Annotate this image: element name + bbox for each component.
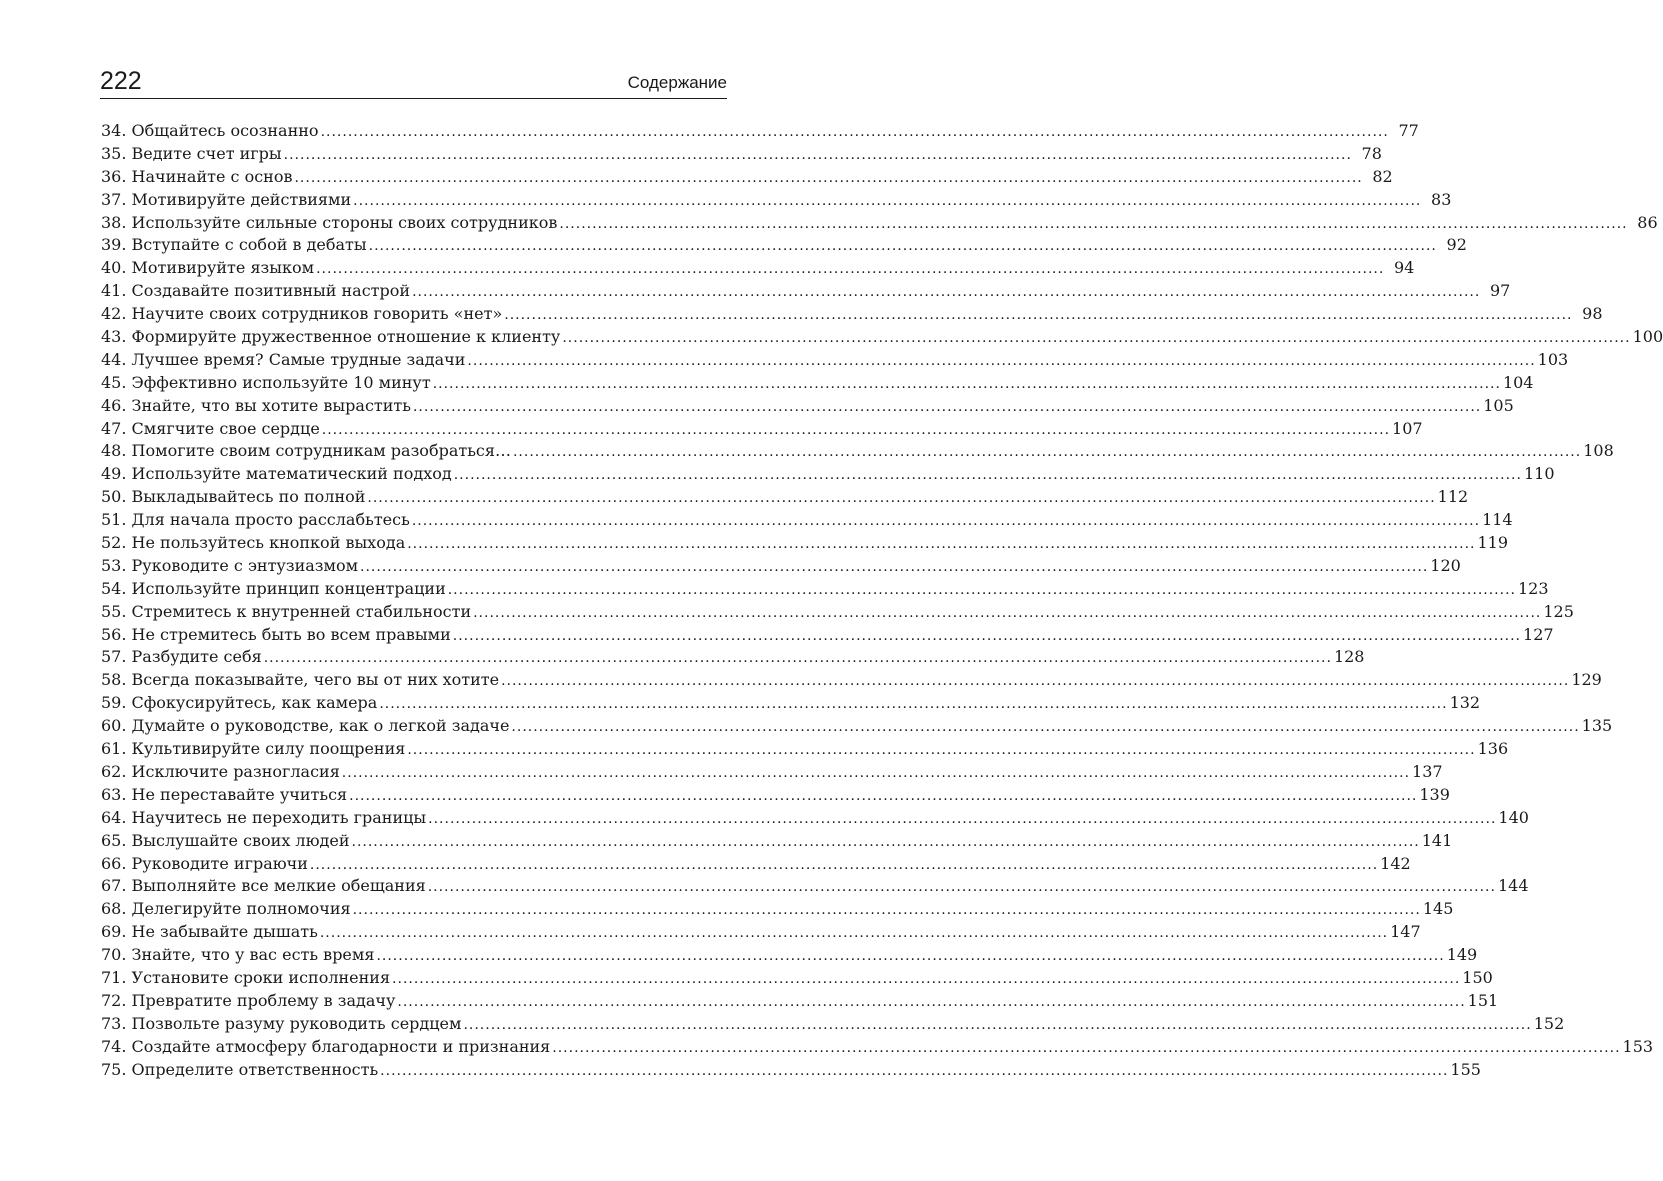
toc-entry-title: 55. Стремитесь к внутренней стабильности [101, 601, 472, 621]
toc-entry-page: 97 [1489, 281, 1511, 301]
toc-entry-page: 152 [1533, 1013, 1565, 1033]
toc-entry-title: 58. Всегда показывайте, чего вы от них хотите [101, 670, 500, 690]
toc-entry-title: 61. Культивируйте силу поощрения [101, 739, 406, 759]
toc-entry [101, 715, 1613, 738]
toc-entry [101, 326, 1663, 349]
toc-entry-title: 37. Мотивируйте действиями [101, 189, 352, 209]
dot-leader [392, 967, 1460, 991]
toc-entry-title: 43. Формируйте дружественное отношение к клиенту [101, 327, 561, 347]
dot-leader [453, 624, 1521, 648]
toc-entry [101, 601, 1574, 624]
toc-entry-title: 67. Выполняйте все мелкие обещания [101, 876, 426, 896]
toc-entry-title: 49. Используйте математический подход [101, 464, 452, 484]
toc-entry [101, 898, 1454, 921]
toc-entry-title: 66. Руководите играючи [101, 853, 308, 873]
header-divider [100, 98, 727, 99]
toc-entry-title: 68. Делегируйте полномочия [101, 899, 351, 919]
toc-entry-title: 60. Думайте о руководстве, как о легкой задаче [101, 716, 510, 736]
toc-entry [101, 280, 1511, 303]
dot-leader [454, 463, 1522, 487]
toc-entry-title: 65. Выслушайте своих людей [101, 830, 350, 850]
section-title: Содержание [627, 73, 727, 92]
toc-entry-page: 112 [1437, 487, 1469, 507]
dot-leader [552, 1036, 1620, 1060]
toc-entry [101, 578, 1549, 601]
dot-leader [264, 646, 1332, 670]
toc-entry-page: 135 [1581, 716, 1613, 736]
toc-entry [101, 418, 1423, 441]
toc-entry-page: 127 [1523, 624, 1554, 644]
table-of-contents [101, 120, 1663, 1081]
toc-entry-page: 144 [1497, 876, 1529, 896]
toc-entry [101, 166, 1393, 189]
dot-leader [342, 761, 1410, 785]
dot-leader [360, 555, 1428, 579]
toc-entry-page: 140 [1498, 807, 1529, 827]
dot-leader [559, 212, 1627, 236]
toc-entry [101, 143, 1382, 166]
toc-entry-page: 141 [1421, 830, 1453, 850]
toc-entry-page: 94 [1393, 258, 1415, 278]
dot-leader [501, 669, 1569, 693]
toc-entry [101, 738, 1509, 761]
toc-entry-title: 46. Знайте, что вы хотите вырастить [101, 395, 411, 415]
dot-leader [353, 189, 1421, 213]
toc-entry-page: 149 [1446, 945, 1478, 965]
dot-leader [413, 395, 1481, 419]
toc-entry-page: 137 [1412, 761, 1443, 781]
toc-entry-page: 110 [1523, 464, 1555, 484]
toc-entry-title: 40. Мотивируйте языком [101, 258, 315, 278]
toc-entry [101, 990, 1499, 1013]
dot-leader [412, 509, 1480, 533]
toc-entry [101, 189, 1452, 212]
dot-leader [352, 830, 1420, 854]
toc-entry-title: 36. Начинайте с основ [101, 166, 293, 186]
dot-leader [379, 692, 1447, 716]
toc-entry [101, 555, 1461, 578]
toc-entry-page: 100 [1632, 327, 1663, 347]
toc-entry [101, 349, 1569, 372]
dot-leader [321, 120, 1389, 144]
toc-entry [101, 486, 1469, 509]
toc-entry [101, 120, 1419, 143]
toc-entry-page: 150 [1462, 967, 1493, 987]
toc-entry [101, 395, 1514, 418]
dot-leader [316, 257, 1384, 281]
toc-entry [101, 646, 1365, 669]
toc-entry [101, 257, 1415, 280]
dot-leader [562, 326, 1630, 350]
toc-entry [101, 372, 1534, 395]
toc-entry-page: 107 [1392, 418, 1423, 438]
toc-entry-page: 78 [1361, 143, 1382, 163]
toc-entry-title: 52. Не пользуйтесь кнопкой выхода [101, 533, 406, 553]
toc-entry-page: 119 [1477, 533, 1509, 553]
toc-entry-title: 57. Разбудите себя [101, 647, 262, 667]
toc-entry-title: 74. Создайте атмосферу благодарности и признания [101, 1036, 551, 1056]
toc-entry-page: 120 [1430, 555, 1461, 575]
dot-leader [376, 944, 1444, 968]
toc-entry-page: 153 [1622, 1036, 1654, 1056]
toc-entry-page: 103 [1537, 349, 1569, 369]
toc-entry [101, 463, 1555, 486]
toc-entry [101, 1059, 1481, 1082]
dot-leader [412, 280, 1480, 304]
dot-leader [511, 715, 1579, 739]
toc-entry-title: 51. Для начала просто расслабьтесь [101, 510, 410, 530]
toc-entry [101, 1036, 1654, 1059]
toc-entry [101, 234, 1467, 257]
dot-leader [369, 234, 1437, 258]
toc-entry-title: 72. Превратите проблему в задачу [101, 990, 396, 1010]
toc-entry-title: 42. Научите своих сотрудников говорить «нет» [101, 304, 503, 324]
toc-entry-page: 114 [1482, 510, 1513, 530]
toc-entry-page: 128 [1333, 647, 1365, 667]
toc-entry-title: 39. Вступайте с собой в дебаты [101, 235, 367, 255]
dot-leader [320, 921, 1388, 945]
toc-entry-title: 70. Знайте, что у вас есть время [101, 945, 375, 965]
toc-entry [101, 830, 1453, 853]
toc-entry-page: 139 [1419, 784, 1450, 804]
toc-entry-title: 75. Определите ответственность [101, 1059, 379, 1079]
dot-leader [407, 738, 1475, 762]
toc-entry-title: 45. Эффективно используйте 10 минут [101, 372, 431, 392]
toc-entry-page: 82 [1372, 166, 1393, 186]
toc-entry [101, 303, 1603, 326]
dot-leader [407, 532, 1475, 556]
toc-entry-page: 83 [1431, 189, 1452, 209]
toc-entry-page: 92 [1446, 235, 1467, 255]
toc-entry-title: 56. Не стремитесь быть во всем правыми [101, 624, 451, 644]
toc-entry-title: 53. Руководите с энтузиазмом [101, 555, 359, 575]
toc-entry-page: 136 [1477, 739, 1509, 759]
toc-entry-page: 129 [1571, 670, 1602, 690]
toc-entry [101, 692, 1481, 715]
toc-entry-page: 142 [1380, 853, 1411, 873]
dot-leader [467, 349, 1535, 373]
dot-leader [310, 853, 1378, 877]
toc-entry [101, 807, 1529, 830]
toc-entry-page: 151 [1467, 990, 1499, 1010]
toc-entry-title: 48. Помогите своим сотрудникам разобраться… [101, 441, 511, 461]
toc-entry [101, 1013, 1565, 1036]
toc-entry-title: 63. Не переставайте учиться [101, 784, 348, 804]
toc-entry-page: 132 [1449, 693, 1481, 713]
toc-entry [101, 669, 1602, 692]
toc-entry-title: 38. Используйте сильные стороны своих сотрудников [101, 212, 558, 232]
dot-leader [380, 1059, 1448, 1083]
dot-leader [349, 784, 1417, 808]
toc-entry-page: 98 [1582, 304, 1603, 324]
toc-entry [101, 624, 1554, 647]
toc-entry-page: 123 [1517, 578, 1549, 598]
toc-entry-page: 77 [1398, 121, 1419, 140]
toc-entry [101, 967, 1493, 990]
page-header [100, 66, 727, 98]
dot-leader [513, 440, 1581, 464]
toc-entry [101, 921, 1421, 944]
dot-leader [353, 898, 1421, 922]
toc-entry [101, 784, 1450, 807]
toc-entry-title: 44. Лучшее время? Самые трудные задачи [101, 349, 466, 369]
toc-entry-title: 35. Ведите счет игры [101, 143, 282, 163]
toc-entry-page: 155 [1450, 1059, 1481, 1079]
dot-leader [284, 143, 1352, 167]
dot-leader [397, 990, 1465, 1014]
dot-leader [448, 578, 1516, 602]
toc-entry [101, 761, 1443, 784]
dot-leader [473, 601, 1541, 625]
toc-entry-title: 41. Создавайте позитивный настрой [101, 281, 411, 301]
toc-entry-page: 147 [1390, 922, 1421, 942]
toc-entry-title: 54. Используйте принцип концентрации [101, 578, 446, 598]
dot-leader [433, 372, 1501, 396]
toc-entry-title: 50. Выкладывайтесь по полной [101, 487, 366, 507]
dot-leader [463, 1013, 1531, 1037]
toc-entry-title: 64. Научитесь не переходить границы [101, 807, 427, 827]
toc-entry [101, 944, 1478, 967]
toc-entry [101, 875, 1529, 898]
toc-entry-page: 125 [1543, 601, 1574, 621]
dot-leader [428, 807, 1496, 831]
page-number: 222 [100, 67, 142, 95]
toc-entry [101, 853, 1411, 876]
toc-entry-title: 62. Исключите разногласия [101, 761, 340, 781]
toc-entry [101, 509, 1513, 532]
toc-entry [101, 532, 1509, 555]
toc-entry [101, 440, 1614, 463]
toc-entry-page: 104 [1502, 372, 1534, 392]
dot-leader [322, 418, 1390, 442]
toc-entry-page: 108 [1583, 441, 1614, 461]
toc-entry-title: 59. Сфокусируйтесь, как камера [101, 693, 378, 713]
dot-leader [367, 486, 1435, 510]
toc-entry-title: 71. Установите сроки исполнения [101, 967, 391, 987]
toc-entry-title: 69. Не забывайте дышать [101, 922, 318, 942]
toc-entry-page: 105 [1483, 395, 1514, 415]
toc-entry-title: 73. Позвольте разуму руководить сердцем [101, 1013, 462, 1033]
toc-entry-page: 145 [1422, 899, 1454, 919]
toc-entry-title: 34. Общайтесь осознанно [101, 121, 319, 140]
toc-entry [101, 212, 1658, 235]
dot-leader [428, 875, 1496, 899]
dot-leader [504, 303, 1572, 327]
dot-leader [294, 166, 1362, 190]
toc-entry-page: 86 [1637, 212, 1658, 232]
toc-entry-title: 47. Смягчите свое сердце [101, 418, 320, 438]
